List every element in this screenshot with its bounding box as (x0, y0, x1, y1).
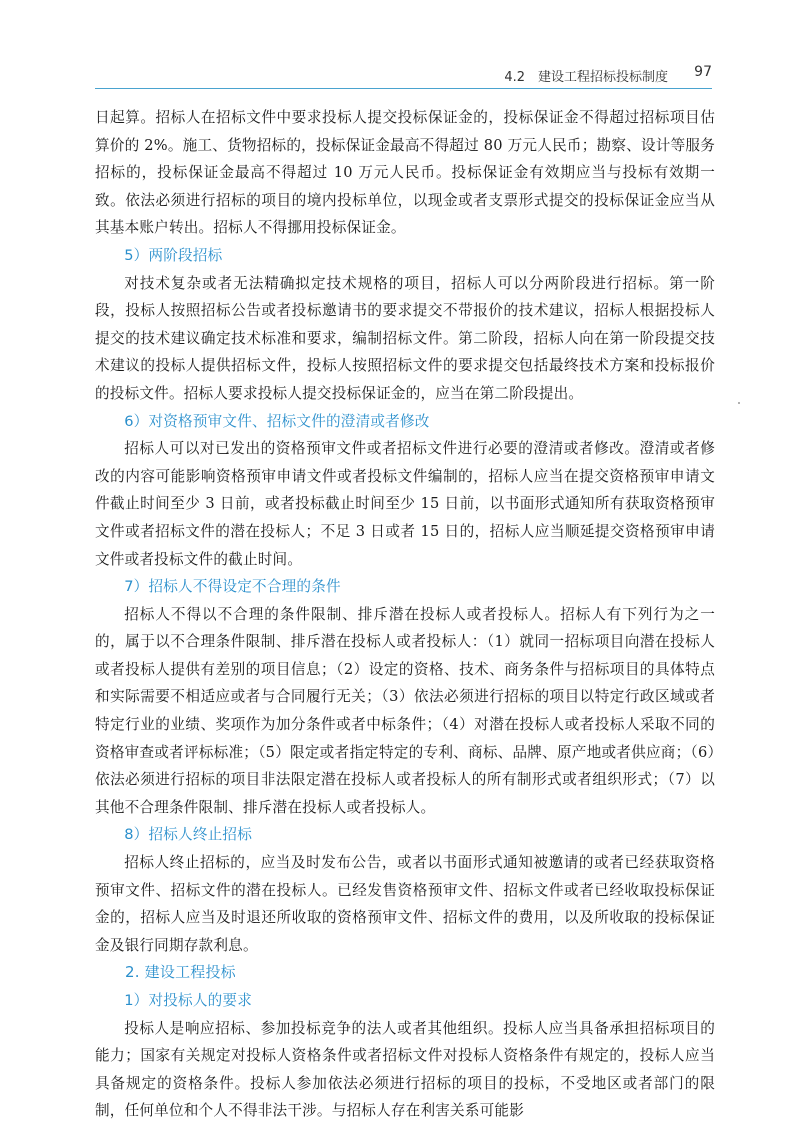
subsection-heading: 8）招标人终止招标 (124, 826, 253, 844)
paragraph: 招标人不得以不合理的条件限制、排斥潜在投标人或者投标人。招标人有下列行为之一的，属于以不合理条件限制、排斥潜在投标人或者投标人：（1）就同一招标项目向潜在投标人或者投标人提供有差别的项目信息；（2）设定的资格、技术、商务条件与招标项目的具体特点和实际需要不相适应或者与合同履行无关；（3）依法必须进行招标的项目以特定行政区域或者特定行业的业绩、奖项作为加分条件或者中标条件；（4）对潜在投标人或者投标人采取不同的资格审查或者评标标准；（5）限定或者指定特定的专利、商标、品牌、原产地或者供应商；（6）依法必须进行招标的项目非法限定潜在投标人或者投标人的所有制形式或者组织形式；（7）以其他不合理条件限制、排斥潜在投标人或者投标人。 (95, 605, 715, 816)
paragraph: 招标人终止招标的，应当及时发布公告，或者以书面形式通知被邀请的或者已经获取资格预审文件、招标文件的潜在投标人。已经发售资格预审文件、招标文件或者已经收取投标保证金的，招标人应当及时退还所收取的资格预审文件、招标文件的费用，以及所收取的投标保证金及银行同期存款利息。 (95, 854, 715, 954)
paragraph: 投标人是响应招标、参加投标竞争的法人或者其他组织。投标人应当具备承担招标项目的能力；国家有关规定对投标人资格条件或者招标文件对投标人资格条件有规定的，投标人应当具备规定的资格条件。投标人参加依法必须进行招标的项目的投标，不受地区或者部门的限制，任何单位和个人不得非法干涉。与招标人存在利害关系可能影 (95, 1019, 715, 1120)
paragraph: 对技术复杂或者无法精确拟定技术规格的项目，招标人可以分两阶段进行招标。第一阶段，投标人按照招标公告或者投标邀请书的要求提交不带报价的技术建议，招标人根据投标人提交的技术建议确定技术标准和要求，编制招标文件。第二阶段，招标人向在第一阶段提交技术建议的投标人提供招标文件，投标人按照招标文件的要求提交包括最终技术方案和投标报价的投标文件。招标人要求投标人提交投标保证金的，应当在第二阶段提出。 (95, 274, 715, 402)
subsection-heading: 1）对投标人的要求 (124, 992, 253, 1009)
subsection-heading: 5）两阶段招标 (124, 246, 223, 264)
subsection-heading: 7）招标人不得设定不合理的条件 (124, 578, 341, 596)
page-number: 97 (694, 64, 712, 80)
scan-speck (738, 402, 740, 404)
running-header (95, 62, 712, 89)
paragraph: 招标人可以对已发出的资格预审文件或者招标文件进行必要的澄清或者修改。澄清或者修改的内容可能影响资格预审申请文件或者投标文件编制的，招标人应当在提交资格预审申请文件截止时间至少 3 日前，或者投标截止时间至少 15 日前，以书面形式通知所有获取资格预审文件或者招标文件的潜在投标人；不足 3 日或者 15 日的，招标人应当顺延提交资格预审申请文件或者投标文件的截止时间。 (95, 440, 715, 568)
subsection-heading: 6）对资格预审文件、招标文件的澄清或者修改 (124, 412, 430, 430)
section-title: 4.2 建设工程招标投标制度 (504, 70, 668, 85)
section-heading: 2. 建设工程投标 (125, 963, 236, 982)
page-body (95, 104, 715, 1125)
paragraph: 日起算。招标人在招标文件中要求投标人提交投标保证金的，投标保证金不得超过招标项目估算价的 2%。施工、货物招标的，投标保证金最高不得超过 80 万元人民币；勘察、设计等服务招标的，投标保证金最高不得超过 10 万元人民币。投标保证金有效期应当与投标有效期一致。依法必须进行招标的项目的境内投标单位，以现金或者支票形式提交的投标保证金应当从其基本账户转出。招标人不得挪用投标保证金。 (95, 109, 715, 237)
